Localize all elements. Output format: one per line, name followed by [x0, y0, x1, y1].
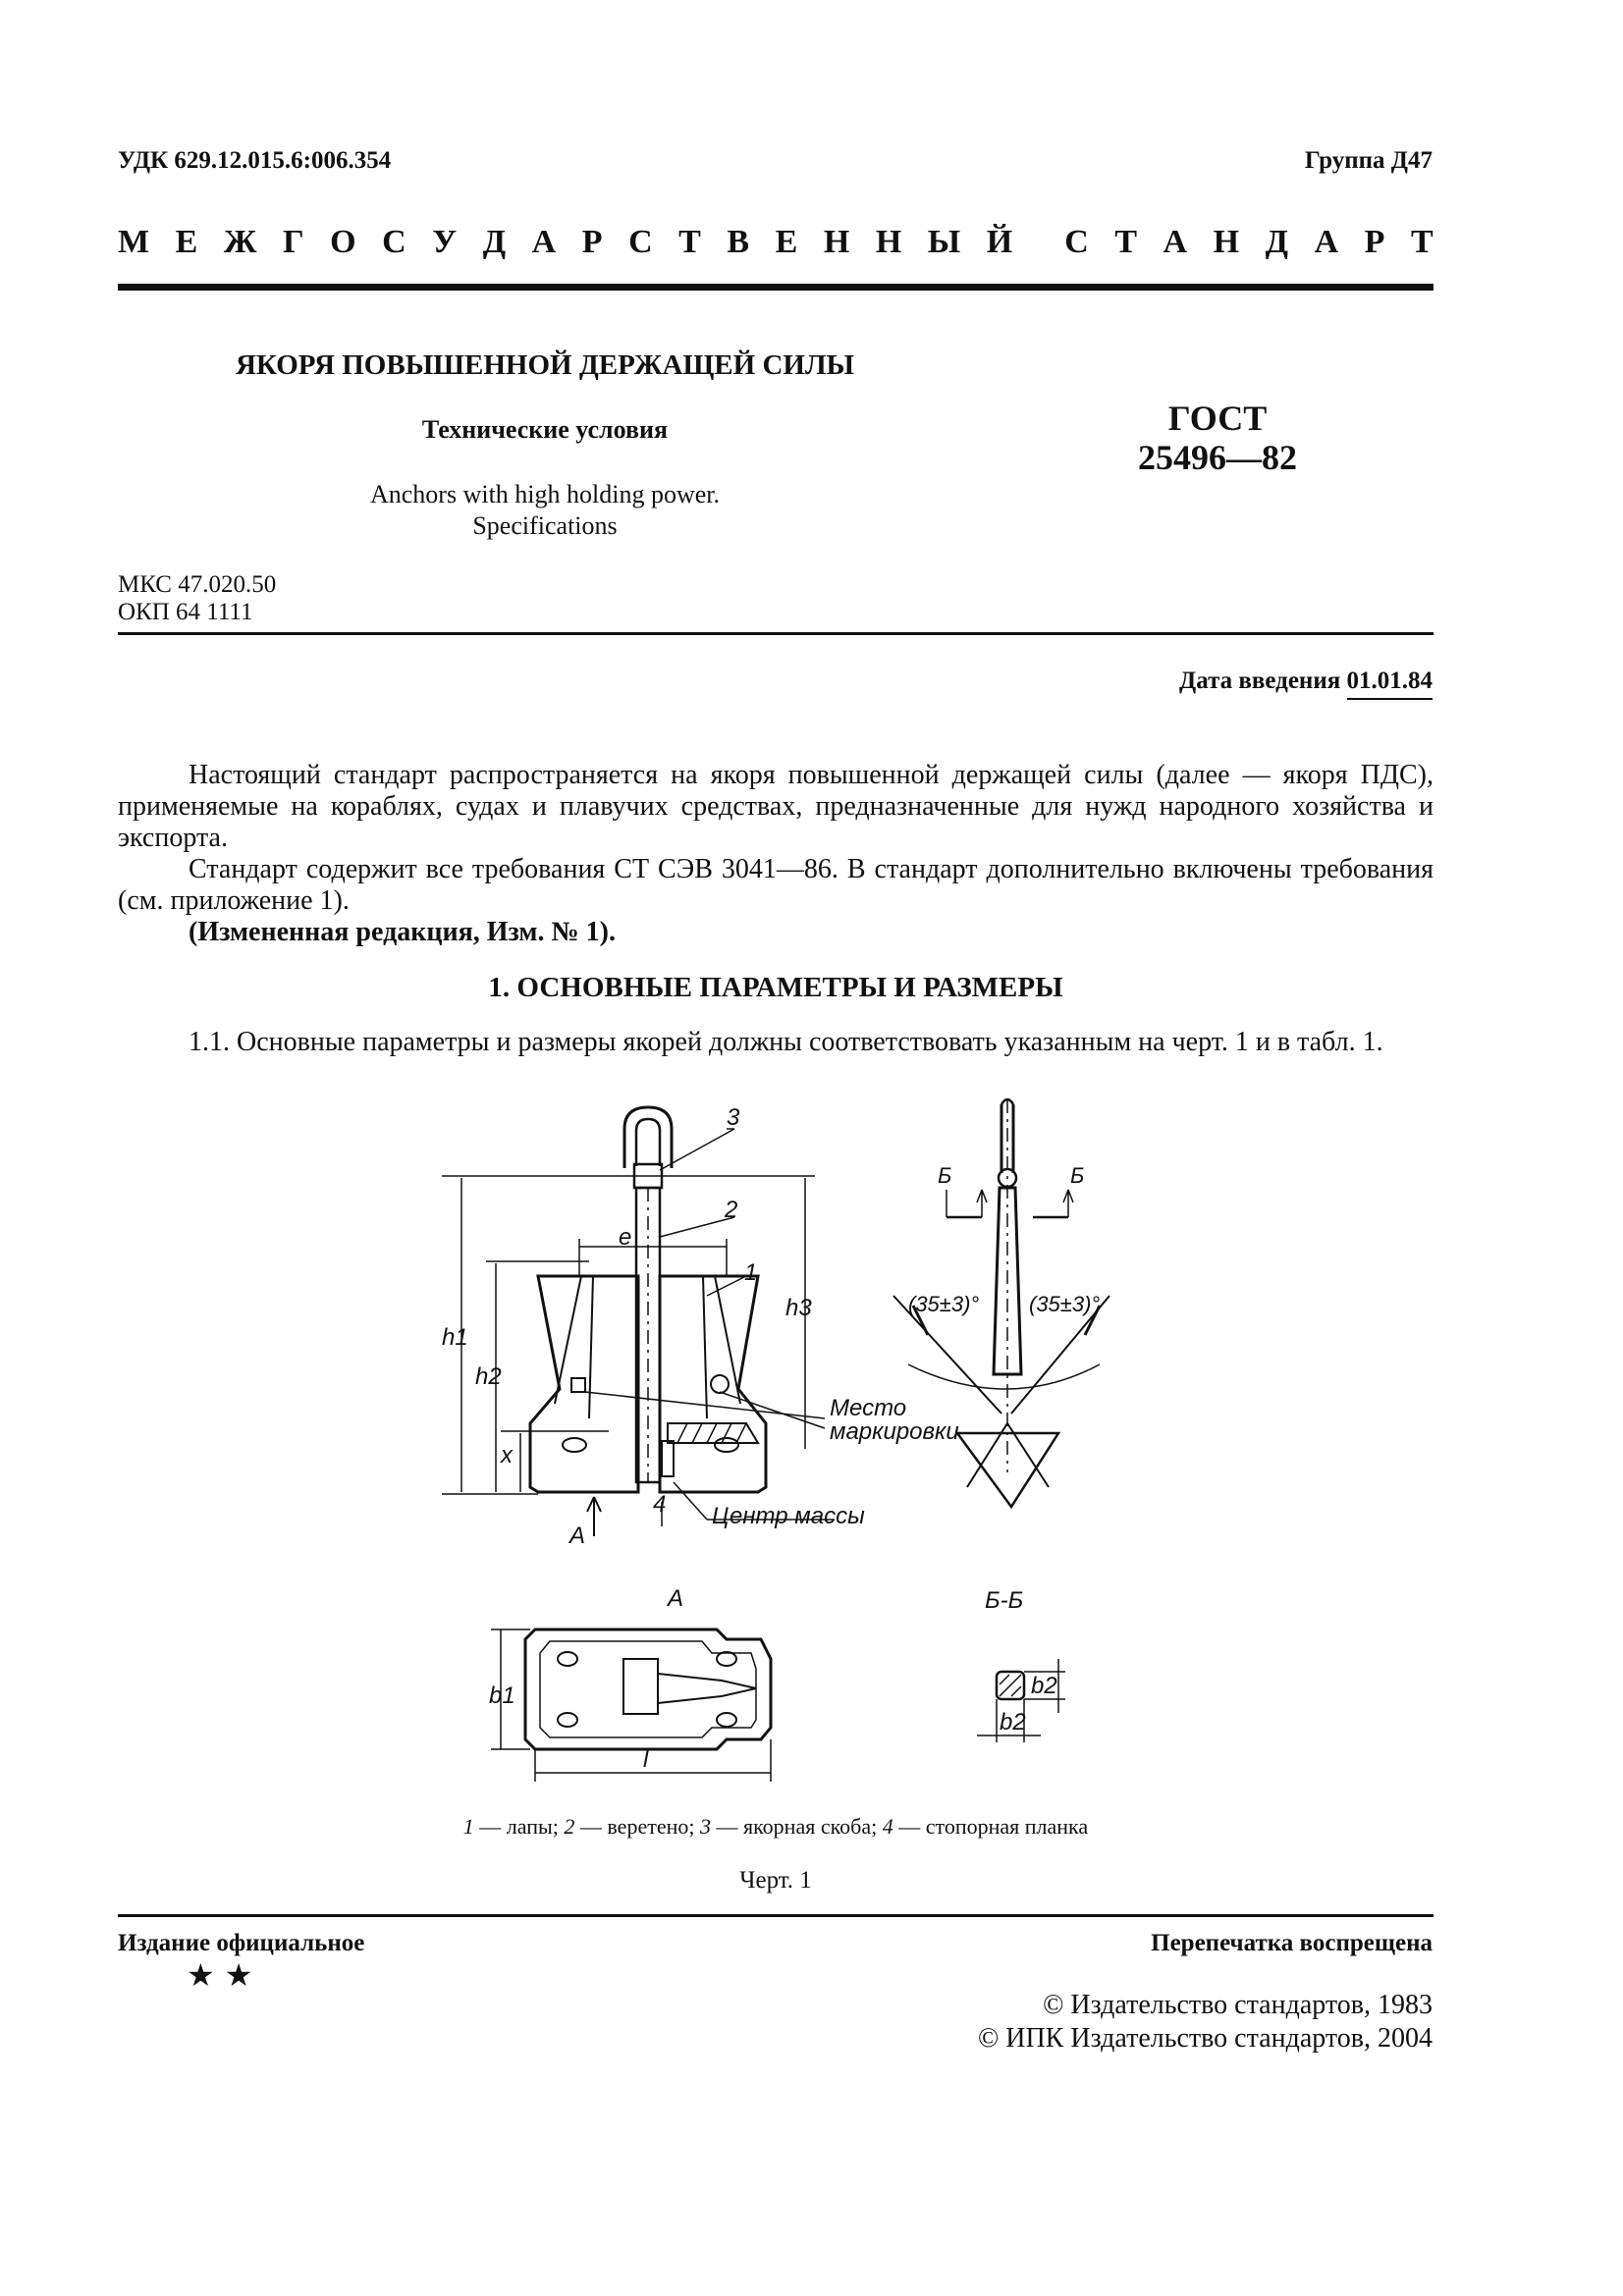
banner-letter: Д — [482, 224, 507, 260]
banner-letter: О — [330, 224, 356, 260]
label-x: x — [501, 1442, 513, 1468]
label-section-b-left: Б — [938, 1163, 952, 1188]
front-view-labels — [442, 1104, 959, 1549]
paragraph-content: Стандарт содержит все требования СТ СЭВ 3041—86. В стандарт дополнительно включены требования (см. приложение 1). — [118, 854, 1434, 916]
english-title-line1: Anchors with high holding power. — [369, 480, 721, 508]
label-marking-2: маркировки — [830, 1418, 959, 1445]
banner-letter: С — [1064, 224, 1089, 260]
date-value: 01.01.84 — [1347, 667, 1434, 700]
banner-letter: Т — [1410, 224, 1434, 260]
banner-letter: Д — [1265, 224, 1289, 260]
banner-letter: Р — [581, 224, 603, 260]
group-code: Группа Д47 — [1304, 147, 1433, 174]
banner-letter: Г — [283, 224, 304, 260]
label-4: 4 — [653, 1491, 667, 1518]
english-title-line2: Specifications — [472, 511, 618, 540]
english-title — [118, 479, 972, 542]
banner-letter: Н — [823, 224, 850, 260]
mks-code: МКС 47.020.50 — [118, 571, 277, 598]
section-heading: 1. ОСНОВНЫЕ ПАРАМЕТРЫ И РАЗМЕРЫ — [488, 972, 1063, 1003]
banner-letter: Ж — [223, 224, 257, 260]
banner-letter: А — [1314, 224, 1339, 260]
copyright — [978, 1989, 1433, 2056]
caption-number: 4 — [882, 1814, 893, 1839]
label-3: 3 — [727, 1104, 740, 1131]
label-b2-horizontal: b2 — [1000, 1709, 1026, 1735]
caption-number: 3 — [699, 1814, 711, 1839]
label-l: l — [643, 1746, 649, 1773]
okp-code: ОКП 64 1111 — [118, 599, 253, 625]
banner-letter: А — [1163, 224, 1188, 260]
paragraph-scope: Настоящий стандарт распространяется на якоря повышенной держащей силы (далее — якоря ПДС), применяемые на кораблях, судах и плавучих средствах, предназначенные для нужд народного хозяйства и экспорта. — [118, 760, 1434, 853]
gost-code: 25496—82 — [1138, 438, 1297, 477]
footer-rule — [118, 1914, 1434, 1917]
banner-letter: Е — [175, 224, 198, 260]
introduction-date — [1179, 667, 1433, 695]
standard-banner — [118, 224, 1434, 261]
label-2: 2 — [725, 1197, 738, 1223]
copyright-2004: © ИПК Издательство стандартов, 2004 — [977, 2023, 1433, 2054]
title-rule — [118, 632, 1434, 635]
banner-letter: Й — [986, 224, 1013, 260]
label-marking-1: Место — [830, 1395, 907, 1421]
banner-letter: Т — [678, 224, 701, 260]
banner-letter: М — [118, 224, 150, 260]
gost-label: ГОСТ — [1167, 399, 1268, 438]
banner-letter: Р — [1364, 224, 1385, 260]
label-h1: h1 — [442, 1324, 468, 1351]
figure-caption — [118, 1814, 1434, 1840]
front-view — [442, 1107, 835, 1536]
banner-letter: С — [628, 224, 653, 260]
label-arrow-a: A — [569, 1522, 586, 1549]
edition-stars: ★★ — [187, 1957, 263, 1993]
label-section-bb: Б-Б — [985, 1587, 1024, 1614]
reprint-prohibited: Перепечатка воспрещена — [1151, 1930, 1433, 1956]
banner-letter: А — [531, 224, 557, 260]
label-angle-right: (35±3)° — [1029, 1292, 1101, 1316]
copyright-1983: © Издательство стандартов, 1983 — [1043, 1990, 1433, 2020]
caption-number: 1 — [462, 1814, 474, 1839]
label-center-of-mass: Центр массы — [712, 1503, 865, 1529]
label-angle-left: (35±3)° — [908, 1292, 980, 1316]
official-edition: Издание официальное — [118, 1930, 365, 1956]
figure-number: Черт. 1 — [739, 1867, 812, 1894]
caption-text: — якорная скоба; — [710, 1814, 883, 1839]
paragraph-amendment: (Измененная редакция, Изм. № 1). — [189, 917, 616, 947]
paragraph-1-1: 1.1. Основные параметры и размеры якорей должны соответствовать указанным на черт. 1 и в табл. 1. — [189, 1027, 1383, 1057]
view-a-labels — [489, 1585, 683, 1773]
label-h3: h3 — [785, 1295, 812, 1321]
label-h2: h2 — [475, 1363, 502, 1390]
caption-text: — стопорная планка — [893, 1814, 1089, 1839]
caption-number: 2 — [564, 1814, 575, 1839]
header-rule — [118, 284, 1434, 291]
gost-number — [1041, 399, 1394, 477]
caption-text: — веретено; — [574, 1814, 700, 1839]
banner-letter: Т — [1114, 224, 1138, 260]
anchor-drawing — [0, 1090, 1623, 1816]
banner-letter: У — [432, 224, 458, 260]
view-a — [491, 1629, 771, 1782]
banner-letter: С — [382, 224, 406, 260]
banner-letter: Ы — [927, 224, 961, 260]
banner-letter: Е — [775, 224, 798, 260]
label-e: e — [619, 1224, 632, 1251]
label-section-b-right: Б — [1070, 1163, 1085, 1188]
udk-code: УДК 629.12.015.6:006.354 — [118, 147, 392, 174]
label-1: 1 — [744, 1259, 758, 1286]
document-subtitle: Технические условия — [421, 415, 669, 444]
banner-letter: В — [727, 224, 750, 260]
classification-codes — [118, 571, 276, 626]
date-label: Дата введения — [1179, 667, 1341, 694]
label-b2-vertical: b2 — [1031, 1673, 1057, 1699]
banner-letter: Н — [1213, 224, 1240, 260]
document-title: ЯКОРЯ ПОВЫШЕННОЙ ДЕРЖАЩЕЙ СИЛЫ — [235, 349, 855, 381]
label-view-a: А — [668, 1585, 684, 1612]
section-bb-labels — [985, 1587, 1057, 1735]
banner-letter: Н — [875, 224, 902, 260]
caption-text: — лапы; — [473, 1814, 565, 1839]
label-b1: b1 — [489, 1682, 515, 1709]
